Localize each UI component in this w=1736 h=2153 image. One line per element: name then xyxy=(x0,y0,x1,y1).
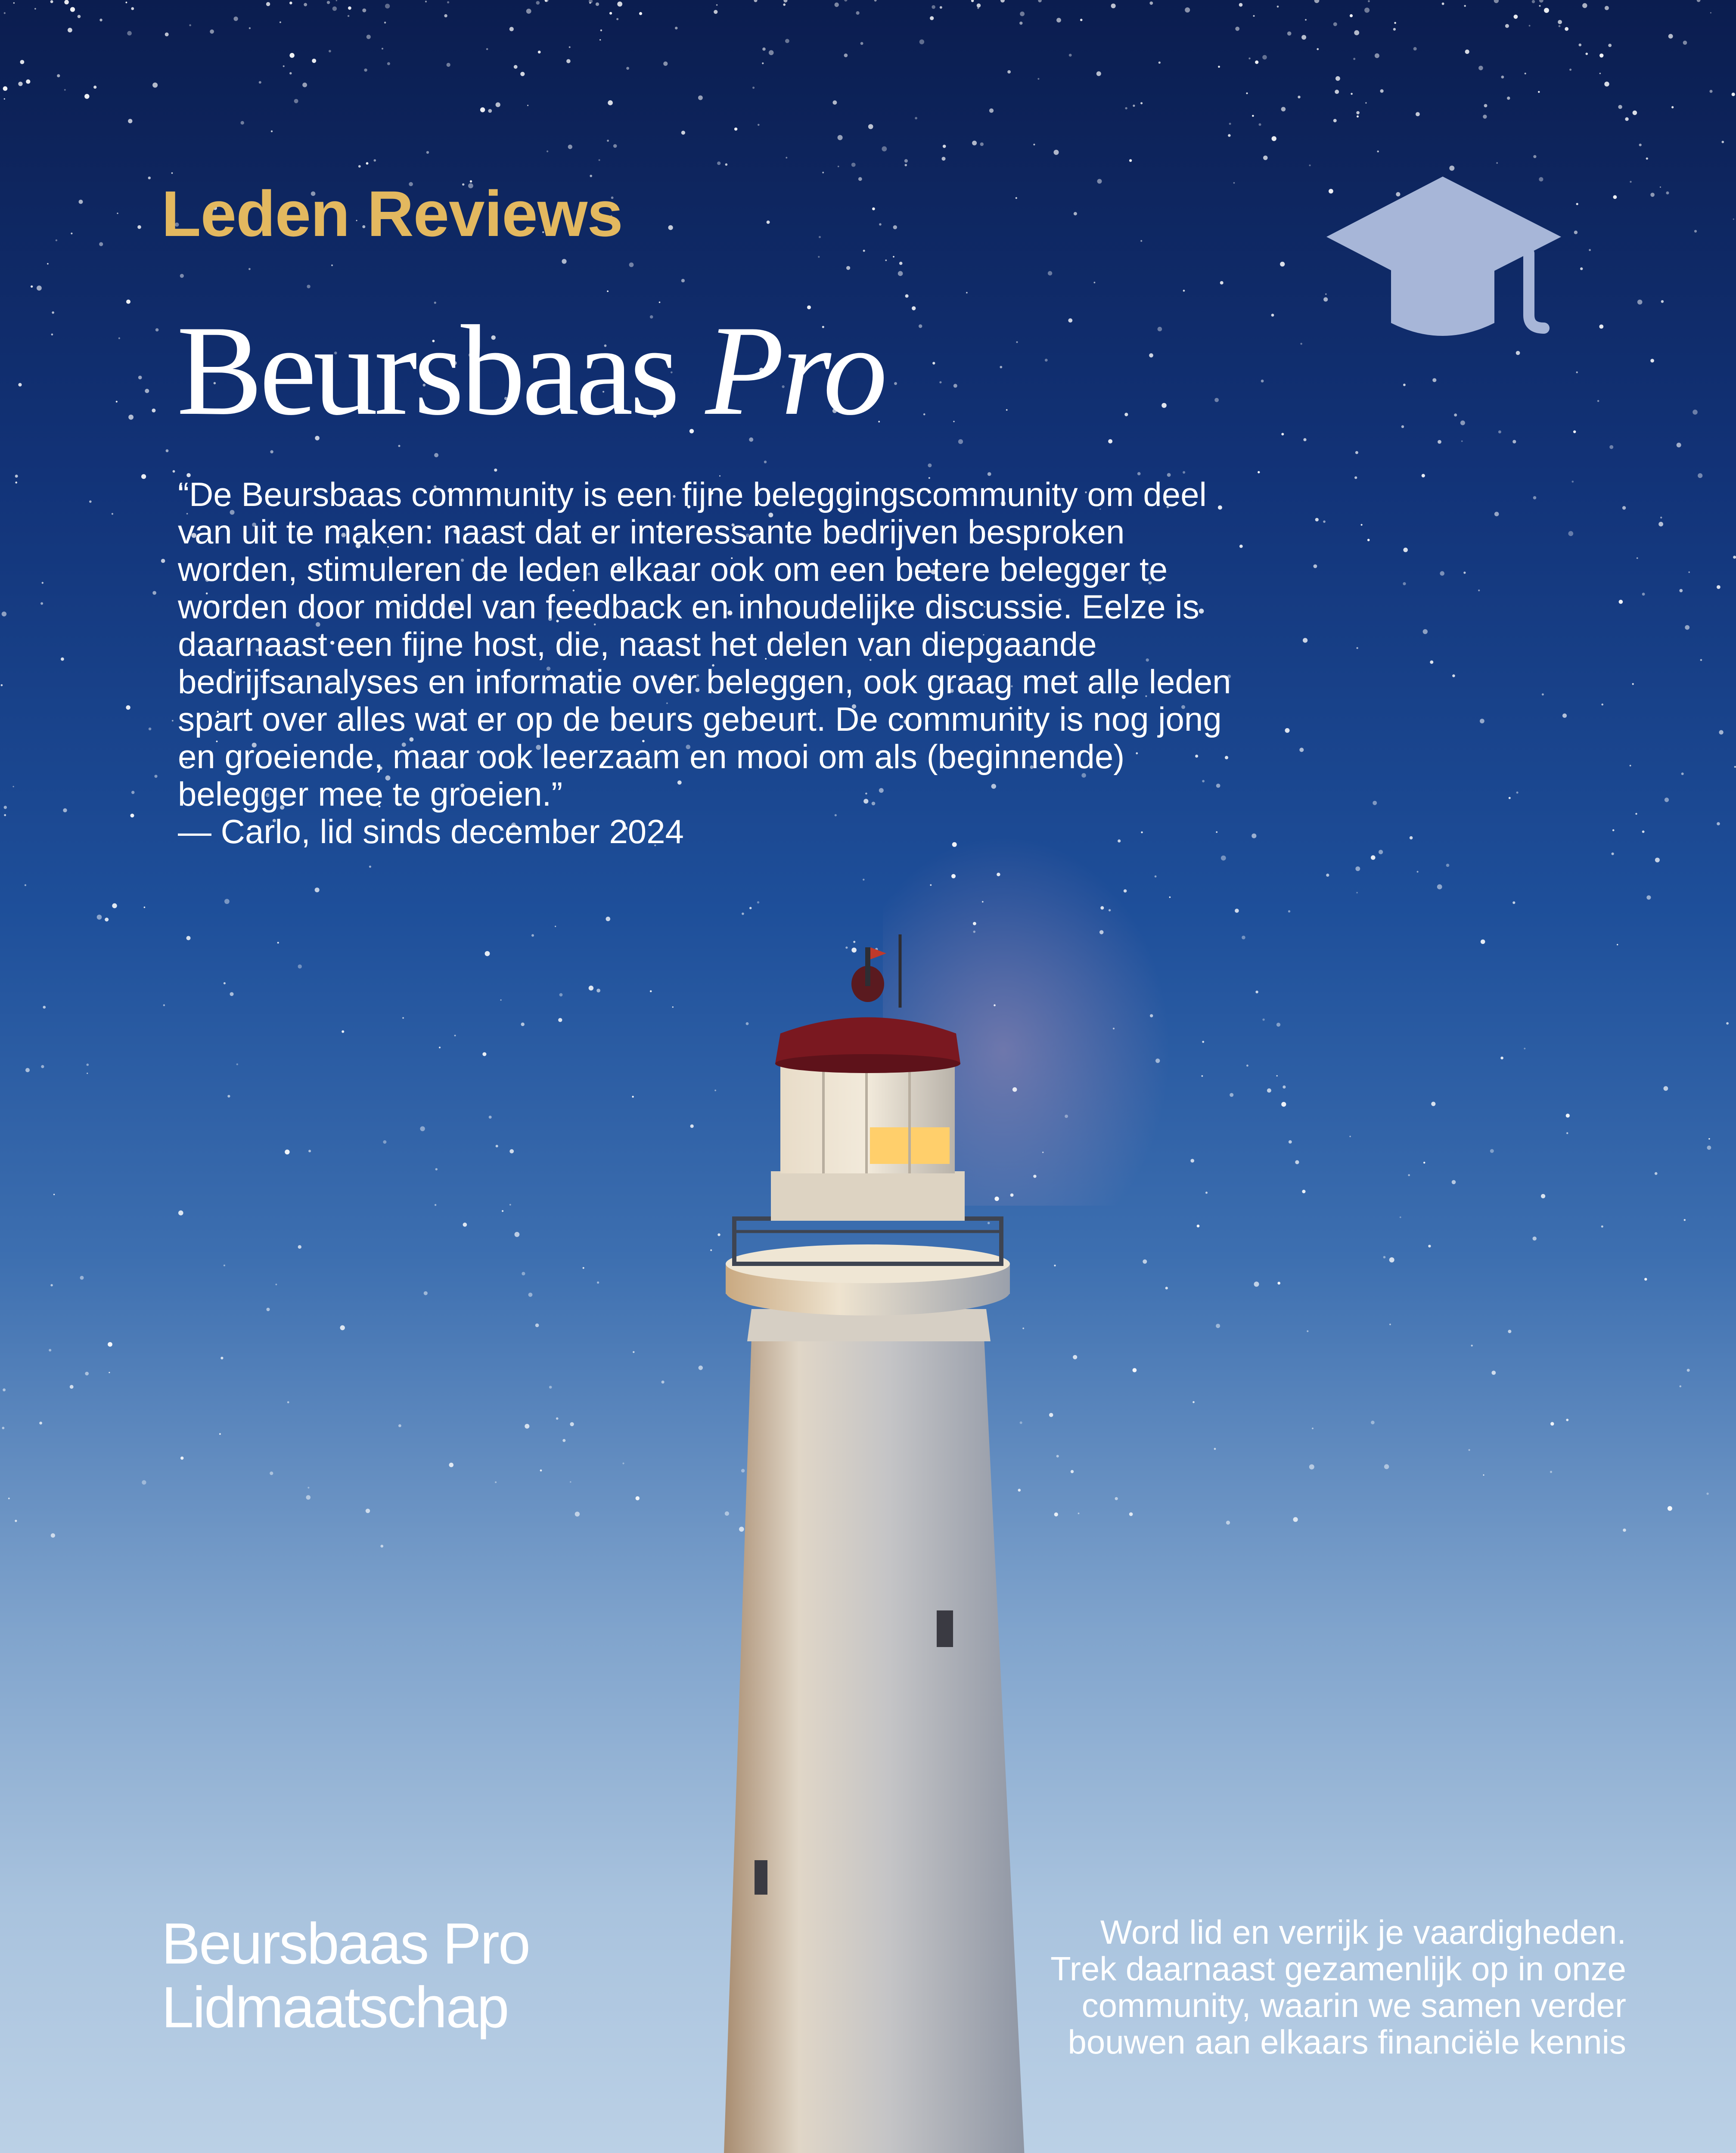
section-eyebrow: Leden Reviews xyxy=(161,177,623,250)
membership-title-line: Lidmaatschap xyxy=(161,1975,508,2040)
brand-title xyxy=(177,299,884,442)
pitch-line: bouwen aan elkaars financiële kennis xyxy=(1068,2023,1626,2061)
pitch-line: community, waarin we samen verder xyxy=(1081,1986,1626,2024)
pitch-line: Word lid en verrijk je vaardigheden. xyxy=(1100,1913,1626,1951)
review-quote: “De Beursbaas community is een fijne beleggingscommunity om deel van uit te maken: naast dat er interessante bedrijven besproken worden, stimuleren de leden elkaar ook om een betere belegger te worden door middel van feedback en inhoudelijke discussie. Eelze is daarnaast een fijne host, die, naast het delen van diepgaande bedrijfsanalyses en informatie over beleggen, ook graag met alle leden spart over alles wat er op de beurs gebeurt. De community is nog jong en groeiende, maar ook leerzaam en mooi om als (beginnende) belegger mee te groeien.” xyxy=(178,475,1231,813)
brand-suffix: Pro xyxy=(705,299,884,442)
review-attribution: — Carlo, lid sinds december 2024 xyxy=(178,813,684,850)
membership-pitch xyxy=(1050,1914,1626,2060)
brand-name: Beursbaas xyxy=(177,299,677,442)
pitch-line: Trek daarnaast gezamenlijk op in onze xyxy=(1050,1950,1626,1988)
graduation-cap-icon xyxy=(1326,177,1568,349)
membership-title xyxy=(161,1912,529,2039)
membership-title-line: Beursbaas Pro xyxy=(161,1911,529,1976)
review-block xyxy=(178,476,1246,850)
